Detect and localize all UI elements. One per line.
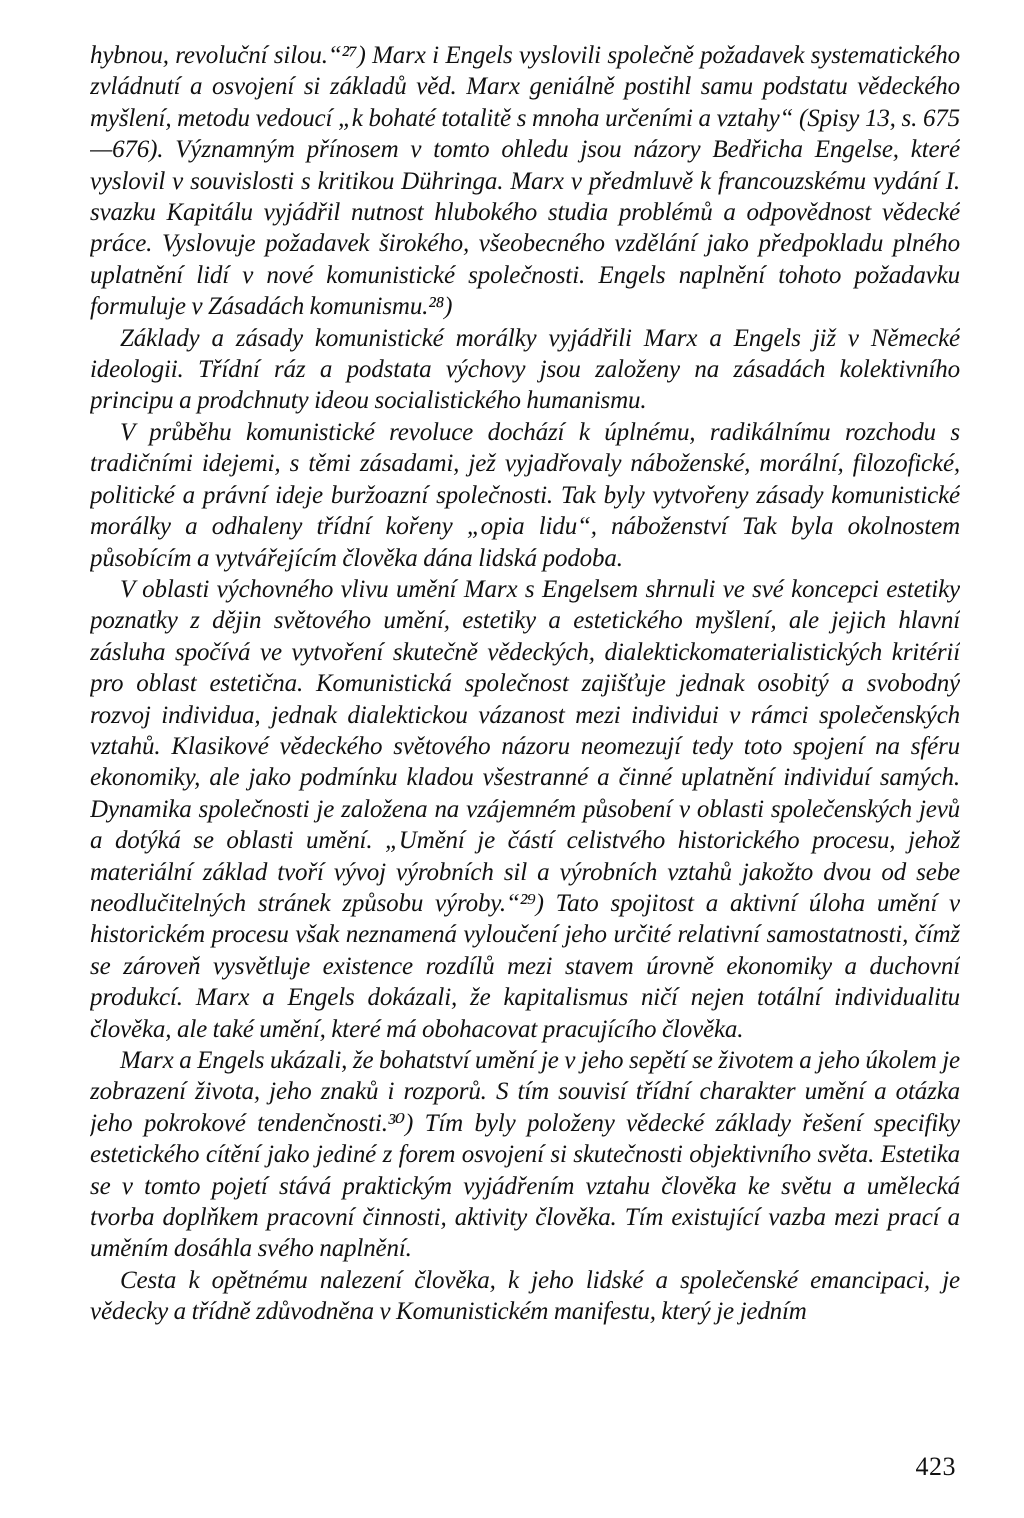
page-text [90,40,960,1328]
paragraph-1: hybnou, revoluční silou.“²⁷) Marx i Engels vyslovili společně požadavek systematického zvládnutí a osvojení si základů věd. Marx geniálně postihl samu podstatu vědeckého myšlení, metodu vedoucí „k bohaté totalitě s mnoha určeními a vztahy“ (Spisy 13, s. 675—676). Významným přínosem v tomto ohledu jsou názory Bedřicha Engelse, které vyslovil v souvislosti s kritikou Dühringa. Marx v předmluvě k francouzskému vydání I. svazku Kapitálu vyjádřil nutnost hlubokého studia problémů a odpovědnost vědecké práce. Vyslovuje požadavek širokého, všeobecného vzdělání jako předpokladu plného uplatnění lidí v nové komunistické společnosti. Engels naplnění tohoto požadavku formuluje v Zásadách komunismu.²⁸) [90,42,960,321]
paragraph-3: V průběhu komunistické revoluce dochází k úplnému, radikálnímu rozchodu s tradičními idejemi, s těmi zásadami, jež vyjadřovaly náboženské, morální, filozofické, politické a právní ideje buržoazní společnosti. Tak byly vytvořeny zásady komunistické morálky a odhaleny třídní kořeny „opia lidu“, náboženství Tak byla okolnostem působícím a vytvářejícím člověka dána lidská podoba. [90,418,960,572]
paragraph-6: Cesta k opětnému nalezení člověka, k jeho lidské a společenské emancipaci, je vědecky a třídně zdůvodněna v Komunistickém manifestu, který je jedním [90,1266,960,1326]
paragraph-2: Základy a zásady komunistické morálky vyjádřili Marx a Engels již v Německé ideologii. Třídní ráz a podstata výchovy jsou založeny na zásadách kolektivního principu a prodchnuty ideou socialistického humanismu. [90,324,960,415]
page-number: 423 [915,1452,956,1481]
book-page [90,40,960,1500]
paragraph-5: Marx a Engels ukázali, že bohatství umění je v jeho sepětí se životem a jeho úkolem je zobrazení života, jeho znaků i rozporů. S tím souvisí třídní charakter umění a otázka jeho pokrokové tendenčnosti.³⁰) Tím byly položeny vědecké základy řešení specifiky estetického cítění jako jediné z forem osvojení si skutečnosti objektivního světa. Estetika se v tomto pojetí stává praktickým vyjádřením vztahu člověka ke světu a umělecká tvorba doplňkem pracovní činnosti, aktivity člověka. Tím existující vazba mezi prací a uměním dosáhla svého naplnění. [90,1047,960,1263]
paragraph-4: V oblasti výchovného vlivu umění Marx s Engelsem shrnuli ve své koncepci estetiky poznatky z dějin světového umění, estetiky a estetického myšlení, ale jejich hlavní zásluha spočívá ve vytvoření skutečně vědeckých, dialektickomaterialistických kritérií pro oblast estetična. Komunistická společnost zajišťuje jednak osobitý a svobodný rozvoj individua, jednak dialektickou vázanost mezi individui v rámci společenských vztahů. Klasikové vědeckého světového názoru neomezují tedy toto spojení na sféru ekonomiky, ale jako podmínku kladou všestranné a činné uplatnění individuí samých. Dynamika společnosti je založena na vzájemném působení v oblasti společenských jevů a dotýká se oblasti umění. „Umění je částí celistvého historického procesu, jehož materiální základ tvoří vývoj výrobních sil a výrobních vztahů jakožto dvou od sebe neodlučitelných stránek způsobu výroby.“²⁹) Tato spojitost a aktivní úloha umění v historickém procesu však neznamená vyloučení jeho určité relativní samostatnosti, čímž se zároveň vysvětluje existence rozdílů mezi stavem úrovně ekonomiky a duchovní produkcí. Marx a Engels dokázali, že kapitalismus ničí nejen totální individualitu člověka, ale také umění, které má obohacovat pracujícího člověka. [90,575,960,1043]
